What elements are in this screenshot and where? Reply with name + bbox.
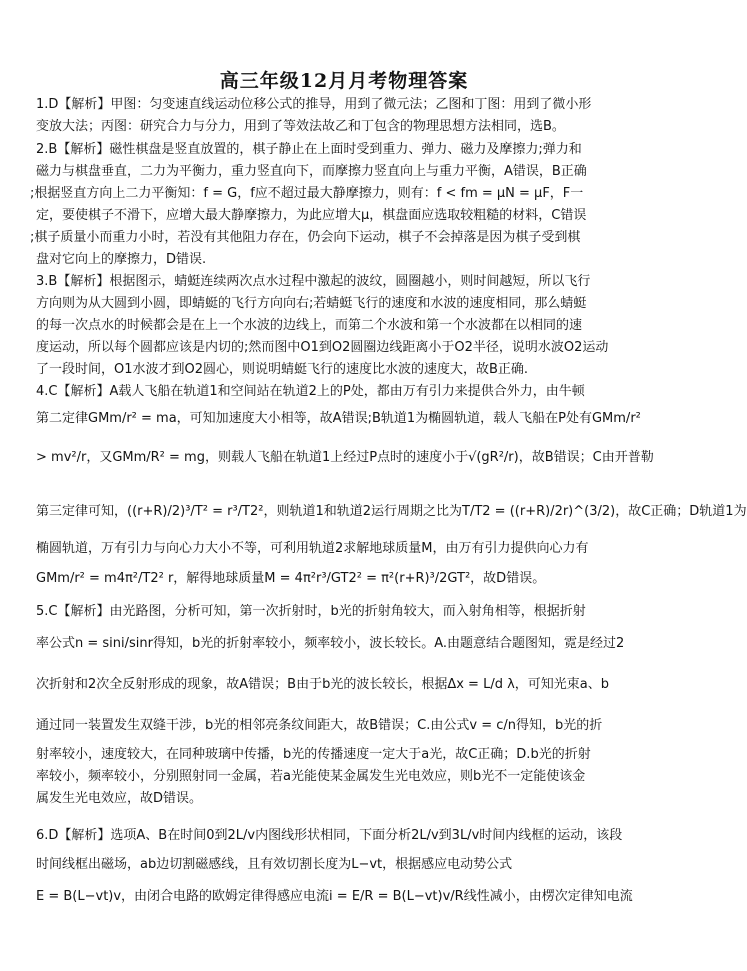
q2-line-4: 定，要使棋子不滑下，应增大最大静摩擦力，为此应增大μ，棋盘面应选取较粗糙的材料，C错误	[36, 208, 587, 223]
q4-line-5: 椭圆轨道，万有引力与向心力大小不等，可利用轨道2求解地球质量M，由万有引力提供向心力有	[36, 541, 589, 556]
q3-line-1: 3.B【解析】根据图示，蜻蜓连续两次点水过程中激起的波纹，圆圈越小，则时间越短，所以飞行	[36, 274, 591, 289]
q4-line-2: 第二定律GMm/r² = ma，可知加速度大小相等，故A错误;B轨道1为椭圆轨道，载人飞船在P处有GMm/r²	[36, 411, 641, 426]
q5-line-5: 射率较小，速度较大，在同种玻璃中传播，b光的传播速度一定大于a光，故C正确；D.b光的折射	[36, 747, 591, 762]
q2-line-6: 盘对它向上的摩擦力，D错误.	[36, 252, 207, 267]
q4-line-4: 第三定律可知，((r+R)/2)³/T² = r³/T2²，则轨道1和轨道2运行周期之比为T/T2 = ((r+R)/2r)^(3/2)，故C正确；D轨道1为	[36, 504, 747, 519]
q5-line-6: 率较小，频率较小，分别照射同一金属，若a光能使某金属发生光电效应，则b光不一定能使该金	[36, 769, 586, 784]
q5-line-2: 率公式n = sini/sinr得知，b光的折射率较小，频率较小，波长较长。A.由题意结合题图知，霓是经过2	[36, 636, 625, 651]
q2-line-2: 磁力与棋盘垂直，二力为平衡力，重力竖直向下，而摩擦力竖直向上与重力平衡，A错误，B正确	[36, 164, 587, 179]
q3-line-2: 方向则为从大圆到小圆，即蜻蜓的飞行方向向右;若蜻蜓飞行的速度和水波的速度相同，那么蜻蜓	[36, 296, 587, 311]
q4-line-3: > mv²/r，又GMm/R² = mg，则载人飞船在轨道1上经过P点时的速度小于√(gR²/r)，故B错误；C由开普勒	[36, 450, 654, 465]
page-title: 高三年级12月月考物理答案	[219, 70, 469, 92]
q4-line-1: 4.C【解析】A载人飞船在轨道1和空间站在轨道2上的P处，都由万有引力来提供合外力，由牛顿	[36, 384, 585, 399]
q6-line-1: 6.D【解析】选项A、B在时间0到2L/v内图线形状相同，下面分析2L/v到3L/v时间内线框的运动，该段	[36, 828, 623, 843]
q5-line-4: 通过同一装置发生双缝干涉，b光的相邻亮条纹间距大，故B错误；C.由公式v = c/n得知，b光的折	[36, 718, 603, 733]
q3-line-5: 了一段时间，O1水波才到O2圆心，则说明蜻蜓飞行的速度比水波的速度大，故B正确.	[36, 362, 529, 377]
q1-line-1: 1.D【解析】甲图：匀变速直线运动位移公式的推导，用到了微元法；乙图和丁图：用到了微小形	[36, 97, 592, 112]
q5-line-3: 次折射和2次全反射形成的现象，故A错误；B由于b光的波长较长，根据Δx = L/d λ，可知光束a、b	[36, 677, 609, 692]
q3-line-3: 的每一次点水的时候都会是在上一个水波的边线上，而第二个水波和第一个水波都在以相同的速	[36, 318, 583, 333]
q5-line-7: 属发生光电效应，故D错误。	[36, 791, 203, 806]
q5-line-1: 5.C【解析】由光路图，分析可知，第一次折射时，b光的折射角较大，而入射角相等，根据折射	[36, 604, 586, 619]
q2-line-1: 2.B【解析】磁性棋盘是竖直放置的，棋子静止在上面时受到重力、弹力、磁力及摩擦力;弹力和	[36, 142, 582, 157]
q2-line-3: ;根据竖直方向上二力平衡知：f = G，f应不超过最大静摩擦力，则有：f < fm = μN = μF，F一	[30, 186, 584, 201]
q2-line-5: ;棋子质量小而重力小时，若没有其他阻力存在，仍会向下运动，棋子不会掉落是因为棋子受到棋	[30, 230, 581, 245]
q6-line-2: 时间线框出磁场，ab边切割磁感线，且有效切割长度为L−vt，根据感应电动势公式	[36, 857, 513, 872]
q3-line-4: 度运动，所以每个圆都应该是内切的;然而图中O1到O2圆圈边线距离小于O2半径，说明水波O2运动	[36, 340, 609, 355]
q1-line-2: 变放大法；丙图：研究合力与分力，用到了等效法故乙和丁包含的物理思想方法相同，选B。	[36, 119, 565, 134]
q4-line-6: GMm/r² = m4π²/T2² r，解得地球质量M = 4π²r³/GT2² = π²(r+R)³/2GT²，故D错误。	[36, 571, 546, 586]
q6-line-3: E = B(L−vt)v，由闭合电路的欧姆定律得感应电流i = E/R = B(L−vt)v/R线性减小，由楞次定律知电流	[36, 889, 633, 904]
